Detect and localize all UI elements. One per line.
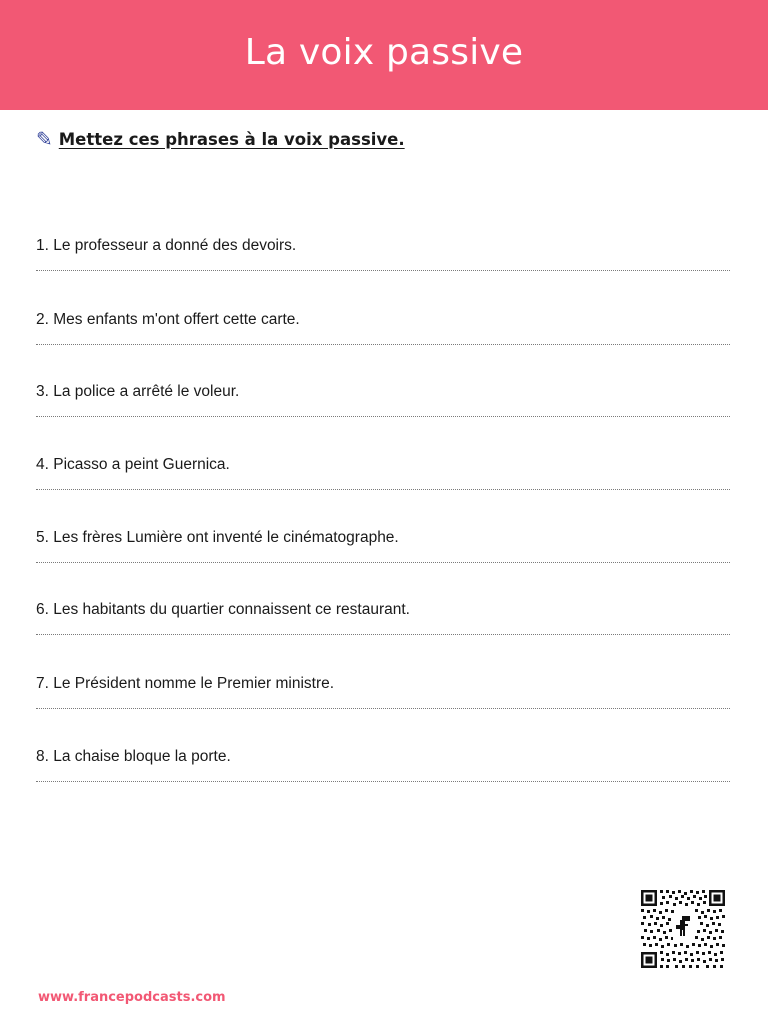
answer-line[interactable] [36,489,730,490]
exercise-sentence: 4. Picasso a peint Guernica. [36,456,230,473]
exercise-sentence: 3. La police a arrêté le voleur. [36,383,240,400]
exercise-item [36,747,732,782]
instruction-text: Mettez ces phrases à la voix passive. [58,129,405,149]
pencil-icon: ✎ [36,127,53,151]
exercise-sentence: 8. La chaise bloque la porte. [36,748,231,765]
exercise-sentence: 1. Le professeur a donné des devoirs. [36,237,297,254]
exercise-sentence: 2. Mes enfants m'ont offert cette carte. [36,311,300,328]
answer-line[interactable] [36,270,730,271]
exercise-item [36,310,732,345]
exercise-item [36,236,732,271]
answer-line[interactable] [36,416,730,417]
qr-code[interactable] [640,889,726,969]
page-title: La voix passive [244,31,524,73]
exercise-sentence: 6. Les habitants du quartier connaissent ce restaurant. [36,601,410,618]
instruction [36,129,405,149]
exercise-item [36,382,732,417]
exercise-item [36,528,732,563]
answer-line[interactable] [36,344,730,345]
exercise-item [36,600,732,635]
exercise-item [36,674,732,709]
answer-line[interactable] [36,781,730,782]
exercise-sentence: 5. Les frères Lumière ont inventé le cinématographe. [36,529,399,546]
exercise-item [36,455,732,490]
exercise-sentence: 7. Le Président nomme le Premier ministre. [36,675,335,692]
answer-line[interactable] [36,634,730,635]
answer-line[interactable] [36,562,730,563]
answer-line[interactable] [36,708,730,709]
page-header [0,0,768,110]
website-link[interactable]: www.francepodcasts.com [38,990,226,1005]
